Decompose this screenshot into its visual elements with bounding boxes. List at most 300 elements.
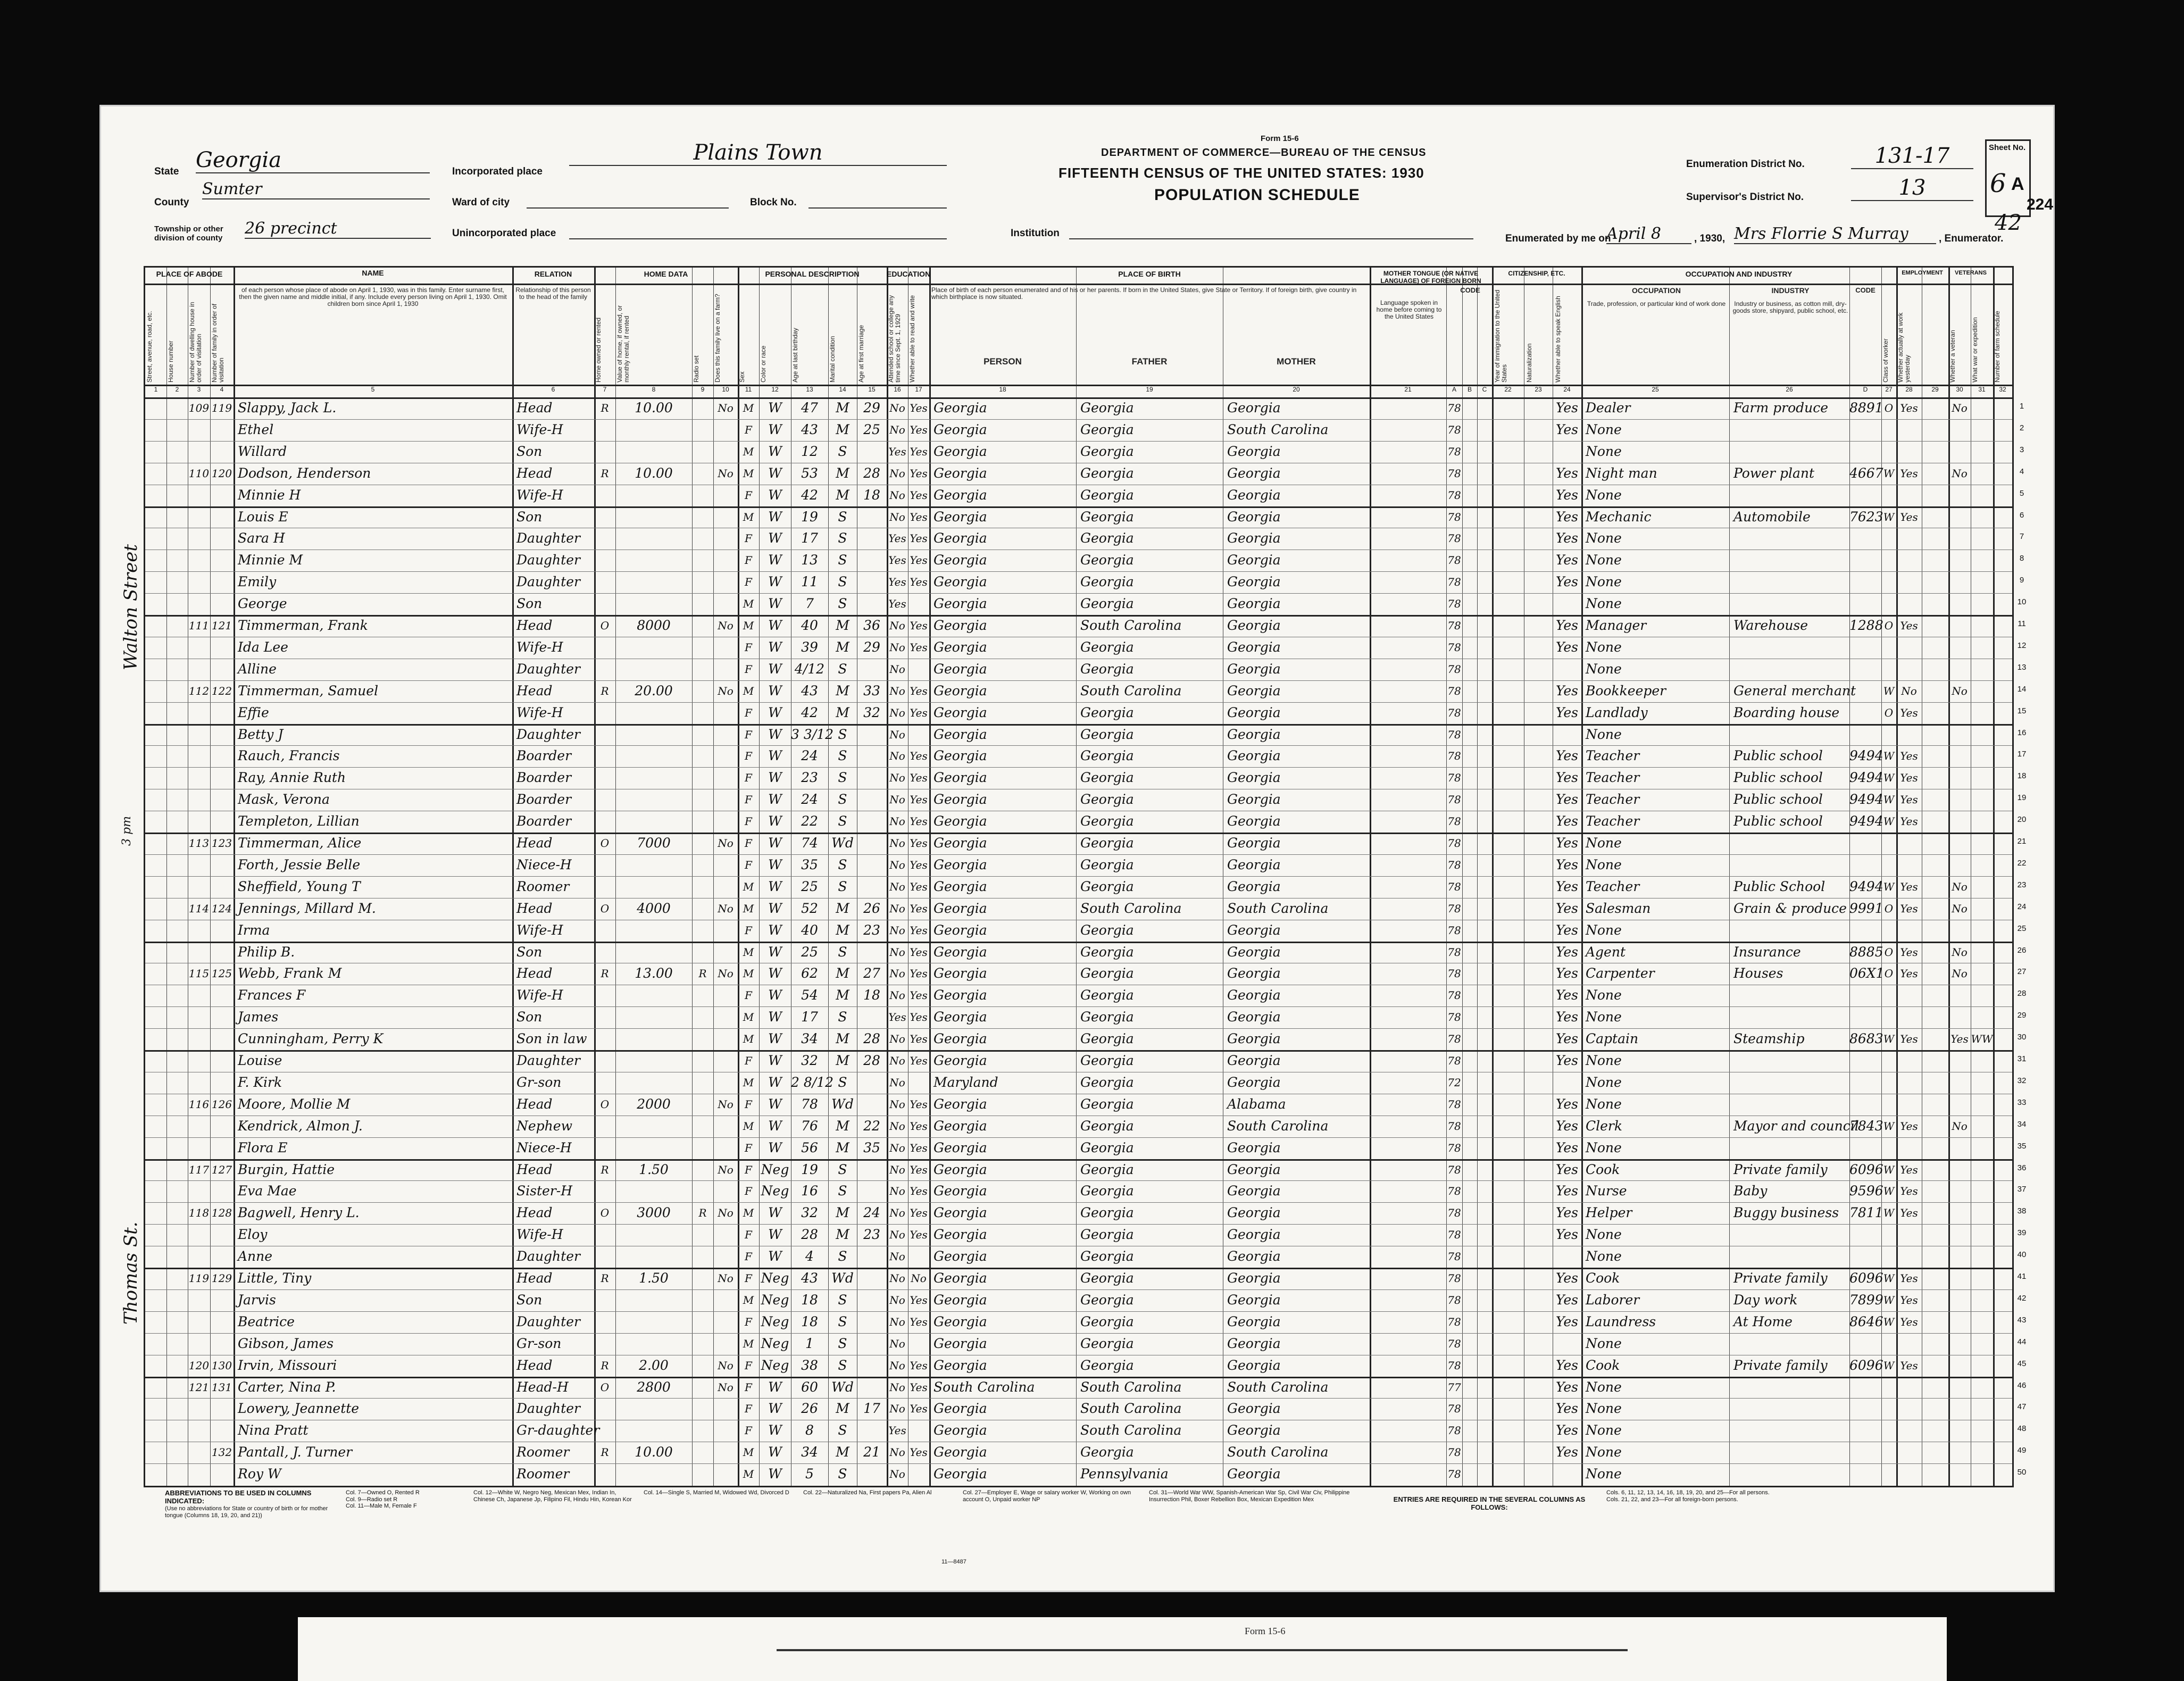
cell-rd: Yes: [910, 902, 928, 915]
cell-emp: [1896, 571, 1922, 593]
occupation-col: OCCUPATION: [1631, 286, 1681, 295]
cell-war: [1971, 767, 1993, 788]
cell-ten: [594, 920, 615, 941]
sheet-label: Sheet No.: [1989, 143, 2026, 152]
cell-agem: [857, 1072, 887, 1093]
cell-vet: [1948, 767, 1971, 788]
cell-bpm: Georgia: [1227, 856, 1281, 872]
cell-radio: [692, 767, 713, 788]
cell-mar: S: [838, 856, 847, 872]
abbrev-note: (Use no abbreviations for State or country of birth or for mother tongue (Columns 18, 19, 20, and 21)): [165, 1505, 328, 1519]
cell-age: 62: [801, 966, 818, 981]
column-number: 17: [915, 386, 922, 393]
cell-eng: Yes: [1556, 530, 1578, 546]
cell-vet: [1948, 702, 1971, 723]
cell-fam: 120: [211, 467, 232, 480]
cell-bp: Georgia: [933, 1118, 987, 1134]
line-number: 7: [2019, 532, 2024, 542]
cell-vet: [1948, 593, 1971, 614]
cell-occ: Teacher: [1586, 878, 1640, 894]
cell-cd: 78: [1447, 423, 1461, 436]
cell-ten: [594, 637, 615, 658]
sheet-side: A: [2011, 174, 2024, 194]
cell-bp: Georgia: [933, 966, 987, 981]
cell-bp: Georgia: [933, 1422, 987, 1438]
column-number: 9: [701, 386, 705, 393]
cell-age: 18: [801, 1292, 818, 1308]
block-label: Block No.: [750, 197, 797, 208]
county-value: Sumter: [202, 180, 430, 199]
cell-bp: Georgia: [933, 922, 987, 938]
cell-age: 22: [801, 813, 818, 829]
cell-rd: Yes: [910, 837, 928, 850]
cell-emp: Yes: [1900, 510, 1918, 523]
cell-radio: [692, 1028, 713, 1050]
cell-war: [1971, 1442, 1993, 1463]
cell-bpf: Georgia: [1080, 1074, 1134, 1090]
cell-agem: [857, 1333, 887, 1354]
cell-rel: Son: [516, 944, 543, 960]
column-number: 32: [1999, 386, 2006, 393]
cell-sex: F: [745, 793, 752, 806]
cell-rel: Daughter: [516, 1249, 580, 1264]
cell-mar: S: [838, 1249, 847, 1264]
farm-col: Does this family live on a farm?: [714, 294, 721, 382]
cell-race: W: [768, 704, 782, 720]
cell-emp: Yes: [1900, 706, 1918, 719]
cell-ten: [594, 1050, 615, 1071]
cell-emp: [1896, 1006, 1922, 1028]
cell-bp: Georgia: [933, 487, 987, 503]
cell-race: W: [768, 487, 782, 503]
cell-agem: [857, 1268, 887, 1289]
cell-val: [615, 920, 692, 941]
cell-vet: [1948, 985, 1971, 1006]
cell-rd: Yes: [910, 1119, 928, 1133]
vet-col: Whether a veteran: [1949, 330, 1956, 382]
cell-rd: [908, 1333, 929, 1354]
cell-bpm: Georgia: [1227, 1401, 1281, 1417]
cell-cls: W: [1883, 1315, 1895, 1328]
cell-radio: [692, 637, 713, 658]
cell-cd: 78: [1447, 1359, 1461, 1372]
abbrev-col9-text: Col. 9—Radio set R: [346, 1496, 398, 1503]
cell-agem: [857, 1180, 887, 1202]
cell-sch: No: [889, 706, 905, 719]
cell-sch: No: [889, 662, 905, 676]
cell-sch: No: [889, 902, 905, 915]
line-number: 3: [2019, 445, 2024, 454]
cell-occ: None: [1586, 1444, 1622, 1460]
punch-hole: [2088, 1192, 2099, 1203]
cell-age: 23: [801, 770, 818, 786]
cell-bpm: Georgia: [1227, 835, 1281, 851]
cell-dw: 114: [188, 902, 210, 915]
cell-sex: F: [745, 1054, 752, 1067]
cell-age: 76: [801, 1118, 818, 1134]
cell-agem: [857, 1289, 887, 1311]
abbrev-col27: Col. 27—Employer E, Wage or salary worker W, Working on own account O, Unpaid worker NP: [963, 1489, 1131, 1503]
cell-farm: [713, 985, 738, 1006]
cell-ten: O: [600, 1097, 610, 1111]
cell-cd: 78: [1447, 445, 1461, 458]
cell-val: [615, 1137, 692, 1159]
cell-cls: [1881, 1137, 1896, 1159]
cell-val: [615, 1050, 692, 1071]
cell-mar: M: [836, 683, 849, 698]
column-number: 26: [1786, 386, 1793, 393]
cell-age: 12: [801, 443, 818, 459]
cell-val: [615, 419, 692, 440]
street-col: Street, avenue, road, etc.: [146, 311, 153, 382]
cell-ind: Public school: [1733, 770, 1823, 786]
cell-sch: No: [889, 1250, 905, 1263]
line-number: 16: [2017, 728, 2027, 737]
cell-war: [1971, 1159, 1993, 1180]
cell-cls: [1881, 485, 1896, 506]
cell-agem: 23: [863, 1227, 880, 1243]
cell-val: [615, 659, 692, 680]
cell-emp: [1896, 1333, 1922, 1354]
cell-cd: 78: [1447, 1337, 1461, 1350]
cell-ten: R: [601, 467, 609, 480]
cell-cd: 72: [1447, 1076, 1461, 1089]
cell-bpm: Alabama: [1227, 1096, 1286, 1112]
cell-emp: Yes: [1900, 902, 1918, 915]
column-number: A: [1452, 386, 1456, 393]
cell-val: 13.00: [635, 966, 673, 981]
cell-name: Lowery, Jeannette: [238, 1401, 360, 1417]
cell-race: Neg: [761, 1292, 789, 1308]
cell-emp: [1896, 550, 1922, 571]
line-number: 50: [2017, 1468, 2027, 1477]
punch-hole: [40, 1197, 52, 1209]
cell-name: Louis E: [238, 509, 288, 525]
cell-bpf: Georgia: [1080, 1161, 1134, 1177]
cell-bpm: Georgia: [1227, 487, 1281, 503]
line-number: 43: [2017, 1315, 2027, 1325]
cell-mar: M: [836, 1118, 849, 1134]
cell-ind: [1733, 985, 1848, 1006]
cell-bpf: Georgia: [1080, 400, 1134, 415]
cell-val: 10.00: [635, 1444, 673, 1460]
cell-sch: No: [889, 989, 905, 1002]
cell-rel: Gr-daughter: [516, 1422, 600, 1438]
cell-fam: [210, 854, 234, 876]
cell-bpm: Georgia: [1227, 465, 1281, 481]
cell-occ: Laborer: [1586, 1292, 1640, 1308]
english-col: Whether able to speak English: [1554, 296, 1562, 382]
cell-sch: Yes: [888, 554, 906, 567]
cell-war: WW: [1971, 1033, 1993, 1046]
line-number: 40: [2017, 1250, 2027, 1260]
cell-ten: R: [601, 1446, 609, 1459]
abbrev-col11-text: Col. 11—Male M, Female F: [346, 1503, 417, 1510]
cell-rd: Yes: [910, 967, 928, 980]
line-number: 27: [2017, 967, 2027, 977]
cell-cd: 78: [1447, 1272, 1461, 1285]
cell-fam: 131: [211, 1380, 232, 1394]
cell-agem: [857, 724, 887, 745]
cell-cls: [1881, 1072, 1896, 1093]
cell-farm: [713, 659, 738, 680]
cell-ocode: 8885: [1849, 944, 1883, 960]
column-number: 23: [1535, 386, 1542, 393]
cell-farm: [713, 942, 738, 963]
cell-ten: [594, 1006, 615, 1028]
group-abode: PLACE OF ABODE: [156, 270, 223, 278]
cell-farm: [713, 1420, 738, 1441]
cell-sch: No: [889, 1076, 905, 1089]
cell-ind: Baby: [1733, 1183, 1768, 1199]
cell-name: Alline: [238, 661, 277, 677]
cell-war: [1971, 615, 1993, 636]
cell-bp: Georgia: [933, 530, 987, 546]
cell-cls: W: [1883, 1359, 1895, 1372]
cell-ind: [1733, 1072, 1848, 1093]
cell-radio: [692, 898, 713, 919]
cell-emp: [1896, 419, 1922, 440]
cell-name: Nina Pratt: [238, 1422, 309, 1438]
cell-name: Eva Mae: [238, 1183, 297, 1199]
cell-fam: 122: [211, 684, 232, 697]
cell-ten: R: [601, 1272, 609, 1285]
cell-war: [1971, 942, 1993, 963]
cell-fam: [210, 876, 234, 897]
age-col: Age at last birthday: [791, 328, 799, 382]
cell-bpf: Georgia: [1080, 530, 1134, 546]
cell-ocode: 8891: [1849, 400, 1883, 415]
cell-mar: M: [836, 1139, 849, 1155]
cell-rel: Head: [516, 683, 553, 698]
cell-race: W: [768, 574, 782, 590]
person-col: PERSON: [983, 356, 1022, 367]
cell-ind: [1733, 1463, 1848, 1485]
cell-war: [1971, 854, 1993, 876]
cell-ind: [1733, 485, 1848, 506]
cell-sch: No: [889, 1337, 905, 1350]
cell-farm: [713, 593, 738, 614]
cell-rd: Yes: [910, 1141, 928, 1154]
cell-radio: [692, 920, 713, 941]
cell-bpm: Georgia: [1227, 661, 1281, 677]
cell-ind: [1733, 1050, 1848, 1071]
line-number: 28: [2017, 989, 2027, 998]
cell-dw: [188, 550, 210, 571]
cell-mar: S: [838, 1183, 847, 1199]
cell-name: Mask, Verona: [238, 792, 330, 808]
cell-ind: Private family: [1733, 1357, 1828, 1373]
cell-radio: [692, 397, 713, 419]
enumerator-label: , Enumerator.: [1939, 233, 2004, 244]
cell-ten: [594, 1137, 615, 1159]
cell-bpm: Georgia: [1227, 1270, 1281, 1286]
cell-bp: Georgia: [933, 770, 987, 786]
cell-sex: F: [745, 750, 752, 763]
cell-occ: Teacher: [1586, 770, 1640, 786]
cell-val: 1.50: [639, 1161, 669, 1177]
cell-war: [1971, 898, 1993, 919]
cell-rd: [908, 724, 929, 745]
cell-occ: Teacher: [1586, 792, 1640, 808]
cell-bpm: Georgia: [1227, 1335, 1281, 1351]
cell-dw: 119: [188, 1272, 210, 1285]
cell-val: 3000: [637, 1205, 671, 1221]
cell-ind: Public school: [1733, 748, 1823, 764]
cell-dw: 113: [188, 837, 210, 850]
cell-age: 39: [801, 639, 818, 655]
cell-fam: [210, 1224, 234, 1245]
cell-farm: No: [718, 1163, 733, 1176]
cell-mar: S: [838, 1074, 847, 1090]
abbrev-col14: Col. 14—Single S, Married M, Widowed Wd, Divorced D: [644, 1489, 789, 1496]
cell-rel: Daughter: [516, 1313, 580, 1329]
cell-war: [1971, 1050, 1993, 1071]
cell-age: 32: [801, 1053, 818, 1068]
cell-vet: No: [1952, 967, 1968, 980]
cell-sex: F: [745, 576, 752, 589]
cell-bpf: Georgia: [1080, 944, 1134, 960]
cell-ocode: [1849, 550, 1881, 571]
cell-ten: R: [601, 684, 609, 697]
cell-ind: [1733, 550, 1848, 571]
cell-farm: No: [718, 619, 733, 632]
cell-ind: [1733, 1420, 1848, 1441]
cell-cd: 78: [1447, 1141, 1461, 1154]
cell-vet: [1948, 528, 1971, 549]
cell-eng: [1553, 1333, 1581, 1354]
cell-war: [1971, 637, 1993, 658]
cell-radio: [692, 485, 713, 506]
cell-cls: W: [1883, 1185, 1895, 1198]
cell-ocode: [1849, 1072, 1881, 1093]
column-number: 18: [999, 386, 1006, 393]
cell-occ: Night man: [1586, 465, 1657, 481]
cell-race: W: [768, 639, 782, 655]
cell-val: [615, 1463, 692, 1485]
cell-ind: [1733, 1442, 1848, 1463]
cell-ocode: 9494: [1849, 792, 1883, 808]
cell-ind: Day work: [1733, 1292, 1798, 1308]
cell-agem: [857, 659, 887, 680]
cell-bp: Georgia: [933, 748, 987, 764]
cell-rel: Wife-H: [516, 922, 563, 938]
cell-sch: No: [889, 640, 905, 654]
cell-fam: [210, 920, 234, 941]
cell-sch: No: [889, 771, 905, 785]
cell-bpm: Georgia: [1227, 1422, 1281, 1438]
cell-bpf: Georgia: [1080, 465, 1134, 481]
cell-cls: [1881, 1420, 1896, 1441]
cell-emp: [1896, 985, 1922, 1006]
cell-dw: [188, 1072, 210, 1093]
cell-bp: Georgia: [933, 813, 987, 829]
cell-radio: [692, 571, 713, 593]
cell-mar: M: [836, 1401, 849, 1417]
column-number: 21: [1404, 386, 1412, 393]
cell-farm: [713, 724, 738, 745]
cell-occ: None: [1586, 487, 1622, 503]
cell-race: W: [768, 552, 782, 568]
cell-cd: 78: [1447, 1033, 1461, 1046]
cell-ocode: 9494: [1849, 878, 1883, 894]
cell-bpm: Georgia: [1227, 1313, 1281, 1329]
cell-cd: 78: [1447, 728, 1461, 741]
cell-mar: Wd: [831, 1379, 854, 1395]
cell-eng: Yes: [1556, 944, 1578, 960]
cell-cd: 78: [1447, 815, 1461, 828]
cell-occ: None: [1586, 922, 1622, 938]
cell-age: 17: [801, 530, 818, 546]
cell-ind: [1733, 1246, 1848, 1267]
cell-dw: [188, 702, 210, 723]
cell-age: 25: [801, 878, 818, 894]
cell-occ: None: [1586, 530, 1622, 546]
cell-fam: 124: [211, 902, 232, 915]
group-education: EDUCATION: [887, 270, 931, 278]
cell-radio: [692, 876, 713, 897]
cell-sch: No: [889, 1446, 905, 1459]
cell-bpm: Georgia: [1227, 878, 1281, 894]
cell-ten: [594, 550, 615, 571]
cell-war: [1971, 1398, 1993, 1419]
cell-ten: O: [600, 619, 610, 632]
cell-age: 60: [801, 1379, 818, 1395]
cell-cls: W: [1883, 1119, 1895, 1133]
cell-race: W: [768, 1379, 782, 1395]
cell-fam: 126: [211, 1097, 232, 1111]
cell-dw: [188, 985, 210, 1006]
cell-fam: [210, 637, 234, 658]
cell-war: [1971, 745, 1993, 767]
cell-eng: Yes: [1556, 1139, 1578, 1155]
cell-sex: F: [745, 1359, 752, 1372]
cell-occ: None: [1586, 856, 1622, 872]
abbrev-col22: Col. 22—Naturalized Na, First papers Pa, Alien Al: [803, 1489, 932, 1496]
cell-val: [615, 942, 692, 963]
cell-agem: 17: [863, 1401, 880, 1417]
cell-radio: [692, 854, 713, 876]
cell-occ: Laundress: [1586, 1313, 1656, 1329]
cell-radio: [692, 1355, 713, 1376]
cell-eng: Yes: [1556, 1444, 1578, 1460]
cell-cls: W: [1883, 1272, 1895, 1285]
cell-eng: Yes: [1556, 770, 1578, 786]
cell-cd: 78: [1447, 902, 1461, 915]
cell-sch: No: [889, 923, 905, 937]
cell-rel: Boarder: [516, 770, 572, 786]
cell-ocode: [1849, 985, 1881, 1006]
cell-farm: [713, 1116, 738, 1137]
cell-agem: [857, 767, 887, 788]
cell-war: [1971, 441, 1993, 462]
cell-ocode: [1849, 1224, 1881, 1245]
cell-radio: [692, 702, 713, 723]
cell-fam: [210, 1006, 234, 1028]
cell-bpm: Georgia: [1227, 1205, 1281, 1221]
cell-rd: [908, 1463, 929, 1485]
cell-mar: M: [836, 1031, 849, 1047]
cell-bpf: Georgia: [1080, 922, 1134, 938]
cell-cd: 78: [1447, 684, 1461, 697]
cell-emp: Yes: [1900, 1163, 1918, 1176]
cell-war: [1971, 1355, 1993, 1376]
column-number: 24: [1563, 386, 1571, 393]
cell-vet: No: [1952, 902, 1968, 915]
cell-dw: 115: [188, 967, 210, 980]
cell-race: W: [768, 661, 782, 677]
column-divider: [1462, 268, 1463, 1486]
